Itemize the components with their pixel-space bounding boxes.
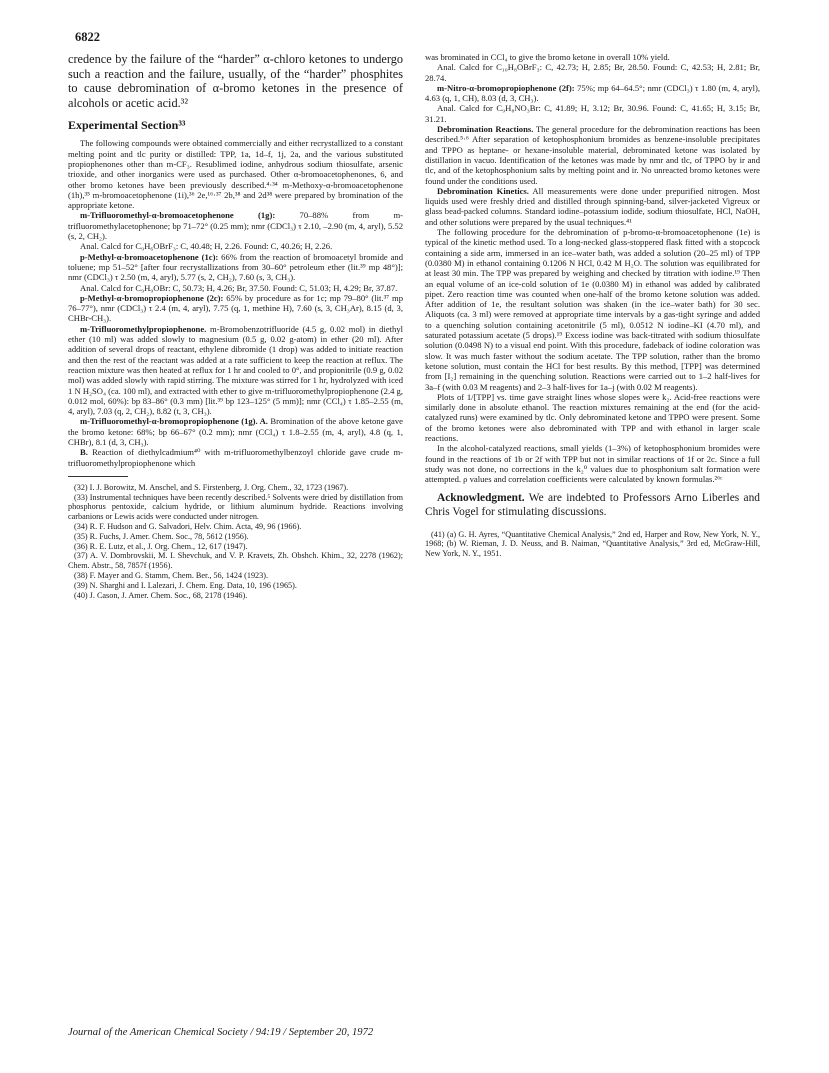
paragraph-text: 75%; mp 64–64.5°; nmr (CDCl₃) τ 1.80 (m, 4, aryl), 4.63 (q, 1, CH), 8.03 (d, 3, CH₃). bbox=[425, 82, 761, 104]
footnote: (35) R. Fuchs, J. Amer. Chem. Soc., 78, 5612 (1956). bbox=[74, 531, 249, 541]
compound-title: m-Nitro-α-bromopropiophenone (2f): bbox=[437, 82, 575, 93]
section-heading: Experimental Section³³ bbox=[68, 118, 186, 133]
footnote-divider bbox=[68, 476, 128, 477]
lead-paragraph: credence by the failure of the “harder” α-chloro ketones to undergo such a reaction and the failure, usually, of the “harder” phosphites to cause debromination of α-bromo ketones in the presence of alcohols or acetic acid.³² bbox=[68, 52, 403, 110]
paragraph-intro bbox=[68, 138, 403, 210]
footnote: (37) A. V. Dombrovskii, M. I. Shevchuk, and V. P. Kravets, Zh. Obshch. Khim., 32, 2278 (1962); Chem. Abstr., 58, 7857f (1956). bbox=[68, 551, 403, 571]
page-number: 6822 bbox=[75, 30, 100, 44]
acknowledgment bbox=[425, 492, 760, 519]
paragraph-text: Plots of 1/[TPP] vs. time gave straight lines whose slopes were k₂. Acid-free reactions were similarly done in absolute ethanol. The reaction mixtures remaining at the end (for the acid-catalyzed runs) were examined by tlc. Only debrominated ketone and TPPO were present. Some of the bromo ketones were also debrominated with TPP and with ethanol in larger scale reactions. bbox=[425, 391, 760, 443]
paragraph-text: m-Bromobenzotrifluoride (4.5 g, 0.02 mol) in diethyl ether (10 ml) was added slowly to magnesium (0.5 g, 0.02 g-atom) in ether (20 ml). After addition of several drops of reactant, ethylene dibromide (1 drop) was added to initiate reaction and then the rest of the reactant was added at a rate sufficient to keep the reaction at reflux. The reaction mixture was then heated at reflux for 1 hr and cooled to 0°, and propionitrile (0.9 g, 0.02 mol) was added slowly with rapid stirring. The mixture was stirred for 1 hr, hydrolyzed with iced 1 N H₂SO₄ (ca. 100 ml), and extracted with ether to give m-trifluoromethylpropiophenone (2.4 g, 0.012 mol, 60%): bp 83–86° (0.3 mm) [lit.³⁹ bp 123–125° (5 mm)]; nmr (CCl₄) τ 1.85–2.55 (m, 4, aryl), 7.03 (q, 2, CH₂), 8.82 (t, 3, CH₃). bbox=[68, 323, 404, 417]
paragraph-debromination bbox=[425, 124, 760, 186]
compound-title: m-Trifluoromethylpropiophenone. bbox=[80, 323, 207, 334]
paragraph-text: Anal. Calcd for C₉H₉OBr: C, 50.73; H, 4.26; Br, 37.50. Found: C, 51.03; H, 4.29; Br, 37.87. bbox=[80, 282, 398, 293]
compound-title: p-Methyl-α-bromoacetophenone (1c): bbox=[80, 251, 219, 262]
paragraph-text: The general procedure for the debromination reactions has been described.⁵·⁶ After separation of ketophosphonium bromides as benzene-insoluble precipitates and TPPO as heptane- or hexane-insoluble material, debrominated ketone was isolated by distillation in vacuo. Identification of the ketones was made by nmr and tlc, of TPPO by ir and tlc, and of the ketophosphonium salts by melting point and ir. No unreacted bromo ketones were found under the conditions used. bbox=[425, 124, 760, 186]
acknowledgment-title: Acknowledgment. bbox=[437, 492, 525, 505]
paragraph-1g bbox=[68, 210, 403, 241]
paragraph-procedure bbox=[425, 227, 760, 392]
footnote: (40) J. Cason, J. Amer. Chem. Soc., 68, 2178 (1946). bbox=[74, 590, 248, 600]
paragraph-text: Anal. Calcd for C₉H₈NO₃Br: C, 41.89; H, 3.12; Br, 30.96. Found: C, 41.65; H, 3.15; Br, 31.21. bbox=[425, 103, 760, 124]
paragraph-2f-anal bbox=[425, 103, 760, 124]
paragraph-text: The following procedure for the debromination of p-bromo-α-bromoacetophenone (1e) is typical of the kinetic method used. To a long-necked glass-stoppered flask fitted with a stopcock containing a side arm, immersed in an ice–water bath, was added a solution (20–25 ml) of TPP (0.0380 M) in ethanol containing 0.1206 N HCl, 0.42 M H₂O. The solution was equilibrated for at least 30 min. The TPP was prepared by weighing and checked by titration with iodine.¹⁹ Then an equal volume of an ice-cold solution of 1e (0.0380 M) in ethanol was added by calibrated pipet. Zero reaction time was counted when one-half of the bromo ketone solution was added. After addition of 1e, the resultant solution was shaken (in the ice–water bath) for 30 sec. Aliquots (ca. 3 ml) were removed at appropriate time intervals by a gas-tight syringe and added to a quenching solution containing acetonitrile (5 ml), 0.0512 N iodine–KI (4.70 ml), and saturated potassium acetate (5 drops).¹⁹ Excess iodine was back-titrated with sodium thiosulfate solution (0.0498 N) to a visual end point. With this procedure, fadeback of iodine coloration was slow. It was much faster without the sodium acetate. The TPP solution, rather than the bromo ketone solution, must contain the HCl for best results. By this method, [TPP] was determined from [I₂] remaining in the quenching solution. Reactions were carried out to 1–2 half-lives for 3a–f (with 0.03 M reagents) and 2–3 half-lives for 1a–j (with 0.02 M reagents). bbox=[425, 227, 760, 392]
subsection-title: Debromination Reactions. bbox=[437, 124, 534, 135]
paragraph-text: All measurements were done under prepurified nitrogen. Most liquids used were freshly dried and distilled through spinning-band, silver-jacketed Vigreux or glass bead-packed columns. Standard iodine–potassium iodide, sodium thiosulfate, HCl, NaOH, and other solutions were prepared by the usual techniques.⁴¹ bbox=[425, 185, 760, 227]
paragraph-text: Bromination of the above ketone gave the bromo ketone: 68%; bp 66–67° (0.2 mm); nmr (CCl₄) τ 1.8–2.55 (m, 4, aryl), 4.8 (q, 1, CHBr), 8.1 (d, 3, CH₃). bbox=[68, 416, 403, 447]
footnote: (32) I. J. Borowitz, M. Anschel, and S. Firstenberg, J. Org. Chem., 32, 1723 (1967). bbox=[74, 482, 349, 492]
paragraph-1g-bromination bbox=[68, 416, 403, 447]
paragraph-text: 65% by procedure as for 1c; mp 79–80° (lit.³⁷ mp 76–77°), nmr (CDCl₃) τ 2.4 (m, 4, aryl), 7.75 (q, 1, methine H), 7.60 (s, 3, CH₃Ar), 8.15 (d, 3, CHBr-CH₃). bbox=[68, 292, 403, 324]
paragraph-text: Anal. Calcd for C₁₀H₈OBrF₃: C, 42.73; H, 2.85; Br, 28.50. Found: C, 42.53; H, 2.81; Br, 28.74. bbox=[425, 62, 760, 83]
footnote: (39) N. Sharghi and I. Lalezari, J. Chem. Eng. Data, 10, 196 (1965). bbox=[74, 580, 297, 590]
footnote: (41) (a) G. H. Ayres, “Quantitative Chemical Analysis,” 2nd ed, Harper and Row, New York, N. Y., 1968; (b) W. Rieman, J. D. Neuss, and B. Naiman, “Quantitative Analysis,” 3rd ed, McGraw-Hill, New York, N. Y., 1951. bbox=[425, 529, 760, 559]
paragraph-method-b bbox=[68, 447, 403, 468]
journal-footer: Journal of the American Chemical Society / 94:19 / September 20, 1972 bbox=[68, 1027, 374, 1038]
acknowledgment-text: We are indebted to Professors Arno Liberles and Chris Vogel for stimulating discussions. bbox=[425, 492, 760, 519]
paragraph-text: 70–88% from m-trifluoromethylacetophenone; bp 71–72° (0.25 mm); nmr (CDCl₃) τ 2.10, –2.90 (m, 4, aryl), 5.52 (s, 2, CH₂). bbox=[68, 210, 403, 242]
paragraph-1g-anal bbox=[68, 241, 403, 251]
paragraph-plots bbox=[425, 392, 760, 443]
paragraph-text: 66% from the reaction of bromoacetyl bromide and toluene; mp 51–52° [after four recrystallizations from 30–60° petroleum ether (lit.³⁹ mp 48°)]; nmr (CDCl₃) τ 2.50 (m, 4, aryl), 5.77 (s, 2, CH₂), 7.60 (s, 3, CH₃). bbox=[68, 251, 404, 283]
compound-title: p-Methyl-α-bromopropiophenone (2c): bbox=[80, 292, 224, 303]
paragraph-1g-anal bbox=[425, 62, 760, 83]
footnote: (34) R. F. Hudson and G. Salvadori, Helv. Chim. Acta, 49, 96 (1966). bbox=[74, 522, 302, 532]
footnotes-right bbox=[425, 530, 760, 559]
paragraph-tfmp bbox=[68, 324, 403, 417]
paragraph-text: Reaction of diethylcadmium⁴⁰ with m-trifluoromethylbenzoyl chloride gave crude m-trifluoromethylpropiophenone which bbox=[68, 447, 403, 468]
paragraph-text: In the alcohol-catalyzed reactions, small yields (1–3%) of ketophosphonium bromides were found in the reactions of 1b or 2f with TPP but not in similar reactions of 1f or 2c. Since a full study was not done, no corrections in the k₂⁰ values due to phosphonium salt formation were attempted. ρ values and correlation coefficients were calculated by known formulas.²⁶ᶜ bbox=[425, 443, 760, 485]
subsection-title: Debromination Kinetics. bbox=[437, 185, 529, 196]
paragraph-2f bbox=[425, 83, 760, 104]
left-column bbox=[68, 52, 403, 600]
paragraph-continuation bbox=[425, 52, 760, 62]
paragraph-alcohol bbox=[425, 443, 760, 484]
compound-title: m-Trifluoromethyl-α-bromopropiophenone (1g). A. bbox=[80, 416, 268, 427]
compound-title: B. bbox=[80, 447, 88, 458]
footnotes-left bbox=[68, 483, 403, 601]
paragraph-1c bbox=[68, 252, 403, 283]
paragraph-text: Anal. Calcd for C₉H₆OBrF₃: C, 40.48; H, 2.26. Found: C, 40.26; H, 2.26. bbox=[80, 241, 333, 252]
footnote: (38) F. Mayer and G. Stamm, Chem. Ber., 56, 1424 (1923). bbox=[74, 571, 268, 581]
paragraph-text: The following compounds were obtained commercially and either recrystallized to a constant melting point and tlc purity or distilled: TPP, 1a, 1d–f, 1j, 2a, and the various substituted propiophenones other than m-CF₃. Resublimed iodine, anhydrous sodium thiosulfate, arsenic trioxide, and other inorganics were used as purchased. Other α-bromoacetophenones, 6, and other bromo ketones have been previously described.⁴·³⁴ m-Methoxy-α-bromoacetophenone (1h),³⁵ m-bromoacetophenone (1i),³⁶ 2e,¹⁶·³⁷ 2b,³⁸ and 2d³⁸ were prepared by bromination of the appropriate ketone. bbox=[68, 138, 403, 211]
paragraph-2c bbox=[68, 293, 403, 324]
paragraph-kinetics bbox=[425, 186, 760, 227]
footnote: (36) R. E. Lutz, et al., J. Org. Chem., 12, 617 (1947). bbox=[74, 541, 248, 551]
right-column bbox=[425, 52, 760, 559]
paragraph-text: was brominated in CCl₄ to give the bromo ketone in overall 10% yield. bbox=[425, 52, 670, 62]
footnote: (33) Instrumental techniques have been recently described.⁵ Solvents were dried by distillation from phosphorus pentoxide, calcium hydride, or lithium aluminum hydride. Reactions involving carbanions or Lewis acids were conducted under nitrogen. bbox=[68, 492, 403, 522]
compound-title: m-Trifluoromethyl-α-bromoacetophenone (1g): bbox=[80, 210, 276, 221]
paragraph-1c-anal bbox=[68, 283, 403, 293]
